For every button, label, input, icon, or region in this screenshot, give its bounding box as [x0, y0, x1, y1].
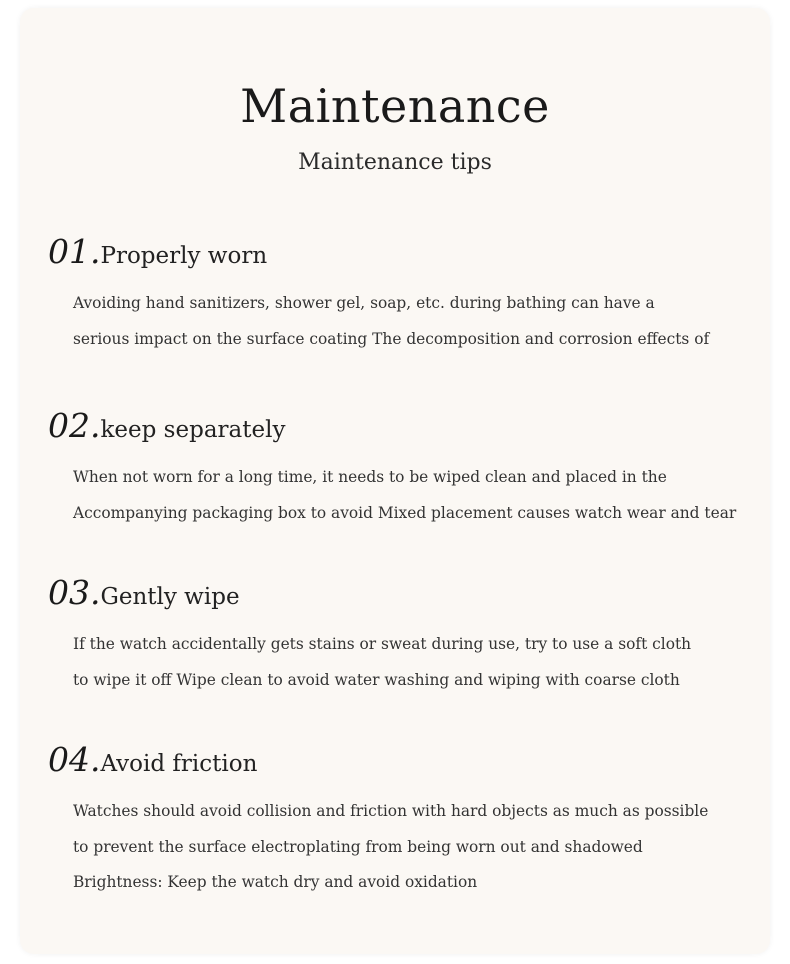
body-line: Brightness: Keep the watch dry and avoid oxidation — [73, 873, 478, 891]
body-line: to prevent the surface electroplating from being worn out and shadowed — [73, 837, 643, 856]
body-line: Watches should avoid collision and friction with hard objects as much as possible — [73, 802, 709, 820]
section-heading — [48, 738, 768, 782]
body-line: Accompanying packaging box to avoid Mixed placement causes watch wear and tear — [73, 503, 737, 522]
section-heading — [48, 404, 768, 448]
section-body — [48, 460, 768, 531]
section-title: keep separately — [100, 417, 286, 443]
section-number: 02. — [48, 406, 101, 445]
body-line: If the watch accidentally gets stains or sweat during use, try to use a soft cloth — [73, 635, 692, 653]
section-number: 01. — [48, 232, 101, 271]
section-number: 03. — [48, 573, 101, 612]
tip-section-properly-worn — [48, 230, 768, 357]
body-line: Avoiding hand sanitizers, shower gel, soap, etc. during bathing can have a — [73, 294, 655, 312]
body-line: serious impact on the surface coating The decomposition and corrosion effects of — [73, 329, 710, 348]
tip-section-avoid-friction — [48, 738, 768, 901]
section-body — [48, 794, 768, 901]
body-line: When not worn for a long time, it needs to be wiped clean and placed in the — [73, 468, 667, 486]
tip-section-keep-separately — [48, 404, 768, 531]
section-body — [48, 627, 768, 698]
section-number: 04. — [48, 740, 101, 779]
section-heading — [48, 571, 768, 615]
body-line: to wipe it off Wipe clean to avoid water washing and wiping with coarse cloth — [73, 670, 680, 689]
section-heading — [48, 230, 768, 274]
tip-section-gently-wipe — [48, 571, 768, 698]
section-title: Gently wipe — [100, 584, 240, 610]
page-subtitle: Maintenance tips — [298, 150, 492, 175]
section-title: Avoid friction — [100, 751, 258, 777]
page-title: Maintenance — [240, 79, 550, 133]
section-body — [48, 286, 768, 357]
section-title: Properly worn — [100, 243, 268, 269]
